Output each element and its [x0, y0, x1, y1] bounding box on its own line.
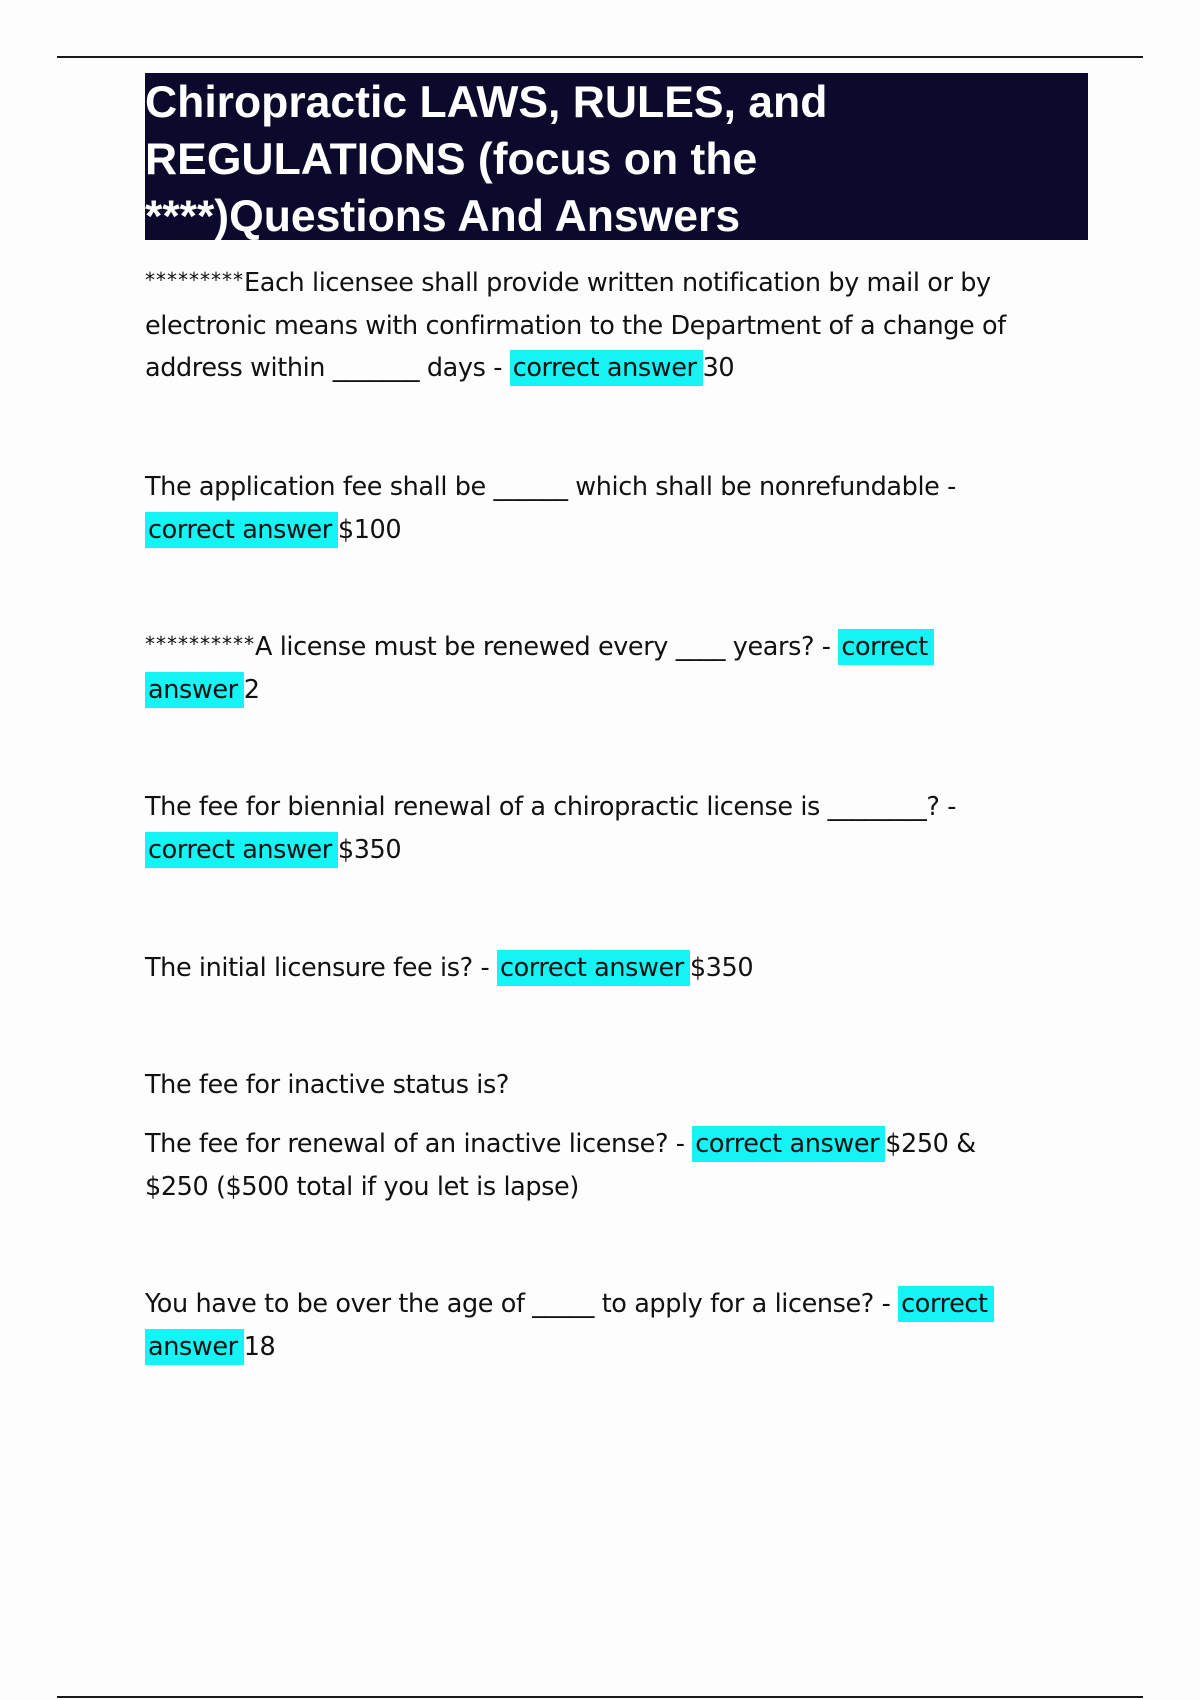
- qa-item: [145, 786, 1095, 871]
- question-line: [145, 947, 1095, 990]
- question-line: [145, 1123, 1095, 1166]
- question-text: The initial licensure fee is? -: [145, 953, 497, 983]
- correct-answer-label: answer: [145, 672, 244, 708]
- question-line: [145, 669, 1095, 712]
- question-line: [145, 347, 1095, 390]
- qa-item: [145, 1064, 1095, 1107]
- question-line: [145, 829, 1095, 872]
- question-text: address within _______ days -: [145, 353, 510, 383]
- question-text: The fee for renewal of an inactive license? -: [145, 1129, 693, 1159]
- question-text: Each licensee shall provide written notification by mail or by: [244, 268, 991, 298]
- qa-item: [145, 262, 1095, 390]
- correct-answer-label: correct answer: [145, 832, 338, 868]
- title-line: Chiropractic LAWS, RULES, and: [145, 78, 828, 127]
- question-line: The fee for inactive status is?: [145, 1070, 509, 1100]
- question-line: [145, 1283, 1095, 1326]
- question-line: The application fee shall be ______ which shall be nonrefundable -: [145, 472, 956, 502]
- qa-item: [145, 947, 1095, 990]
- title-line: REGULATIONS (focus on the: [145, 135, 758, 184]
- stars-marker: **********: [145, 632, 255, 656]
- answer-value: 18: [243, 1331, 276, 1362]
- correct-answer-label: correct answer: [497, 950, 690, 986]
- question-line: [145, 1326, 1095, 1369]
- question-line: electronic means with confirmation to the Department of a change of: [145, 310, 1006, 341]
- correct-answer-label: correct: [838, 629, 934, 665]
- question-line: [145, 262, 1095, 305]
- answer-line: $250 ($500 total if you let is lapse): [145, 1171, 579, 1202]
- question-line: [145, 626, 1095, 669]
- answer-value: $100: [337, 514, 402, 545]
- bottom-rule: [57, 1696, 1143, 1698]
- question-line: The fee for biennial renewal of a chiropractic license is ________? -: [145, 792, 957, 822]
- correct-answer-label: correct: [898, 1286, 994, 1322]
- question-line: [145, 509, 1095, 552]
- qa-item: [145, 466, 1095, 551]
- answer-value: $350: [689, 953, 754, 983]
- document-title: [145, 73, 1088, 240]
- correct-answer-label: answer: [145, 1329, 244, 1365]
- qa-item: [145, 626, 1095, 711]
- qa-item: [145, 1123, 1095, 1208]
- answer-value: 2: [243, 674, 260, 705]
- top-rule: [57, 56, 1143, 58]
- stars-marker: *********: [145, 268, 244, 292]
- qa-item: [145, 1283, 1095, 1368]
- answer-value: $350: [337, 834, 402, 865]
- correct-answer-label: correct answer: [145, 512, 338, 548]
- title-line: ****)Questions And Answers: [145, 192, 741, 241]
- correct-answer-label: correct answer: [692, 1126, 885, 1162]
- answer-value: 30: [702, 353, 735, 383]
- answer-value: $250 &: [885, 1129, 976, 1159]
- question-text: A license must be renewed every ____ years? -: [255, 632, 839, 662]
- correct-answer-label: correct answer: [510, 350, 703, 386]
- question-text: You have to be over the age of _____ to apply for a license? -: [145, 1289, 899, 1319]
